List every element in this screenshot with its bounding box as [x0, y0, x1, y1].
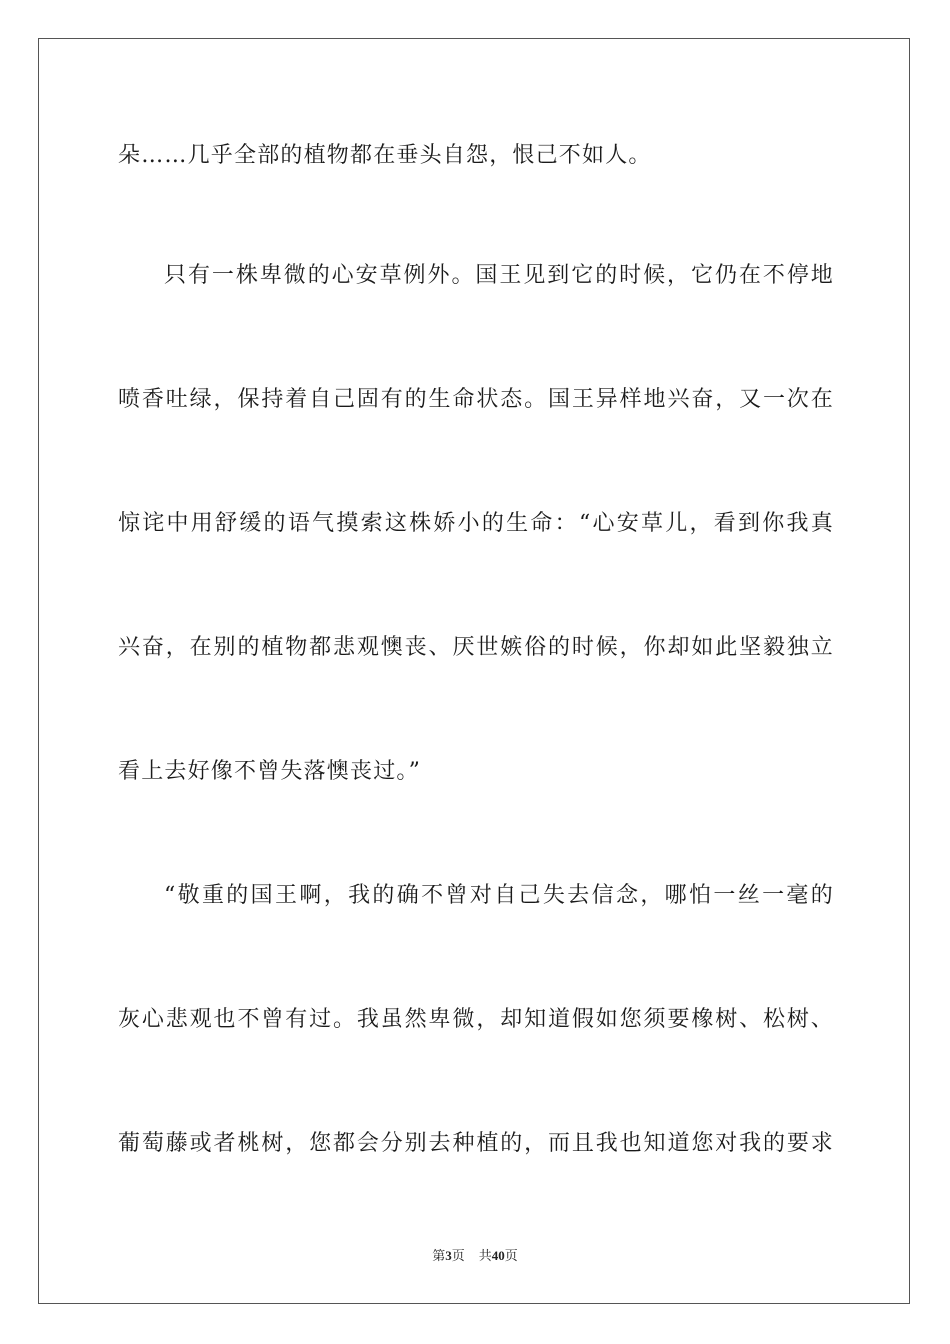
total-pages: 40 [491, 1248, 505, 1263]
text-line: 惊诧中用舒缓的语气摸索这株娇小的生命：“心安草儿，看到你我真 [118, 511, 834, 536]
page-prefix: 第 [432, 1248, 446, 1263]
text-line: 兴奋，在别的植物都悲观懊丧、厌世嫉俗的时候，你却如此坚毅独立 [118, 635, 834, 660]
total-prefix: 共 [478, 1248, 492, 1263]
text-line: 朵……几乎全部的植物都在垂头自怨，恨己不如人。 [118, 143, 652, 168]
page-suffix: 页 [451, 1248, 465, 1263]
text-line: 看上去好像不曾失落懊丧过。” [118, 759, 422, 784]
paragraph-first-line: “敬重的国王啊，我的确不曾对自己失去信念，哪怕一丝一毫的 [164, 883, 834, 908]
text-line: 葡萄藤或者桃树，您都会分别去种植的，而且我也知道您对我的要求 [118, 1131, 834, 1156]
text-line: 灰心悲观也不曾有过。我虽然卑微，却知道假如您须要橡树、松树、 [118, 1007, 834, 1032]
page-number: 3 [445, 1248, 452, 1263]
page-border [38, 38, 910, 1304]
text-line: 喷香吐绿，保持着自己固有的生命状态。国王异样地兴奋，又一次在 [118, 387, 834, 412]
page-footer [0, 1247, 950, 1265]
total-suffix: 页 [504, 1248, 518, 1263]
paragraph-first-line: 只有一株卑微的心安草例外。国王见到它的时候，它仍在不停地 [164, 263, 834, 288]
